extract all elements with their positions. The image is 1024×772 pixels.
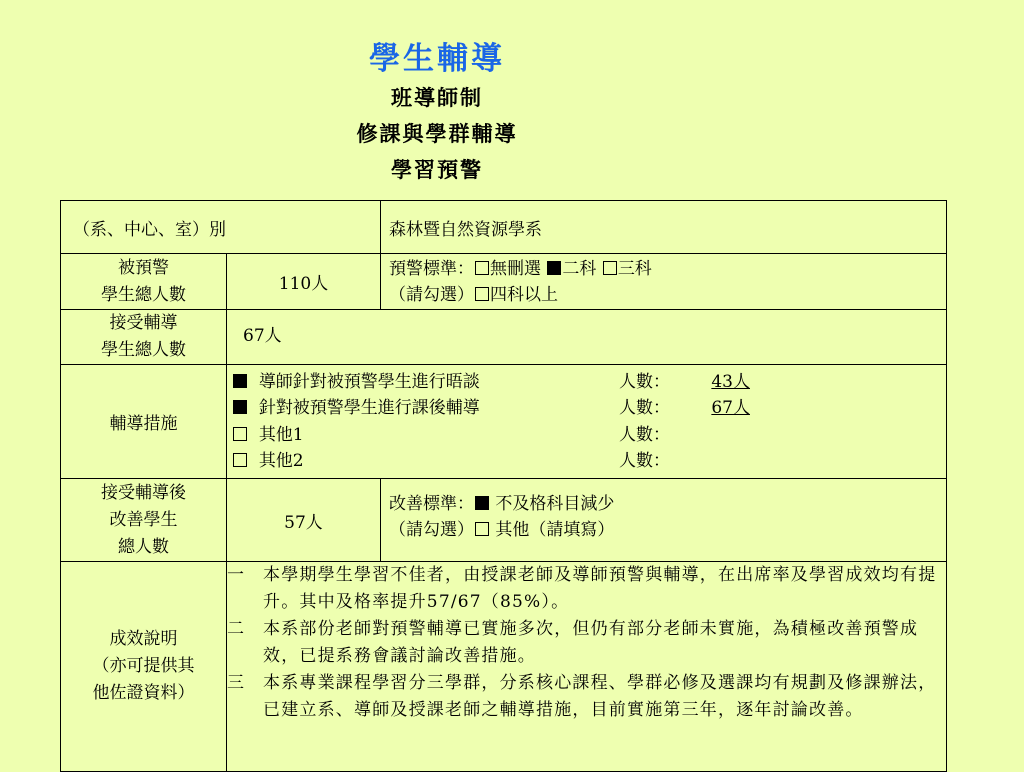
measure-count-label: 人數： <box>619 398 670 418</box>
dept-label-cell <box>61 201 381 254</box>
dept-label: （系、中心、室）別 <box>73 219 226 240</box>
measure-other1-text: 其他1 <box>258 424 304 445</box>
measure-row <box>227 395 946 422</box>
results-label-line3: 他佐證資料） <box>92 683 195 703</box>
warning-standard-cell <box>381 254 947 310</box>
result-index: 二 <box>227 619 244 639</box>
result-index: 一 <box>227 565 244 585</box>
measure-count-label: 人數： <box>619 451 670 471</box>
checkbox-four-plus[interactable] <box>475 287 489 301</box>
counseled-value: 67人 <box>243 325 282 346</box>
checkbox-measure-tutoring[interactable] <box>233 400 247 414</box>
table-row <box>61 201 947 254</box>
measure-count-label: 人數： <box>619 424 670 445</box>
result-text: 本系部份老師對預警輔導已實施多次，但仍有部分老師未實施，為積極改善預警成效，已提系務會議討論改善措施。 <box>263 619 919 666</box>
improvement-standard-prefix: 改善標準： <box>389 494 474 514</box>
counseled-label-cell <box>61 310 227 365</box>
result-item <box>227 670 946 724</box>
subtitle-course-group: 修課與學群輔導 <box>356 121 518 146</box>
title-block <box>0 38 874 188</box>
measures-label: 輔導措施 <box>109 414 178 434</box>
counseled-value-cell <box>227 310 947 365</box>
result-item <box>227 562 946 616</box>
checkbox-measure-other2[interactable] <box>233 453 247 467</box>
improved-value-cell <box>227 479 381 562</box>
warned-value-cell <box>227 254 381 310</box>
subtitle-homeroom: 班導師制 <box>391 85 483 110</box>
checkbox-other-improvement[interactable] <box>475 522 489 536</box>
checkbox-measure-interview[interactable] <box>233 374 247 388</box>
measure-row <box>227 422 946 449</box>
subtitle-warning: 學習預警 <box>391 157 483 182</box>
option-three-subjects: 三科 <box>617 258 652 279</box>
improved-value: 57人 <box>284 512 323 533</box>
option-fewer-failed: 不及格科目減少 <box>495 494 615 514</box>
checkbox-measure-other1[interactable] <box>233 427 247 441</box>
dept-value: 森林暨自然資源學系 <box>389 219 542 240</box>
measure-other2-text: 其他2 <box>258 451 304 471</box>
measures-cell <box>227 365 947 479</box>
measure-interview-count: 43人 <box>711 371 750 392</box>
counseled-label-line1: 接受輔導 <box>109 313 178 333</box>
warning-standard-line2 <box>389 282 946 308</box>
warned-label-line1: 被預警 <box>118 257 169 278</box>
checkbox-fewer-failed[interactable] <box>475 496 489 510</box>
improvement-standard-cell <box>381 479 947 562</box>
results-label-cell <box>61 562 227 772</box>
measure-tutoring-text: 針對被預警學生進行課後輔導 <box>258 398 480 418</box>
option-no-filter: 無刪選 <box>490 258 541 279</box>
warning-standard-note: （請勾選） <box>389 284 474 305</box>
warned-label-cell <box>61 254 227 310</box>
measure-count-label: 人數： <box>619 371 670 392</box>
warning-standard-line1 <box>389 256 946 282</box>
improved-label-line2: 改善學生 <box>109 509 178 530</box>
option-other-improvement: 其他（請填寫） <box>495 520 615 540</box>
counseling-table <box>60 200 947 772</box>
improvement-standard-note: （請勾選） <box>389 520 474 540</box>
measure-row <box>227 448 946 475</box>
improvement-standard-line1 <box>389 491 946 517</box>
checkbox-no-filter[interactable] <box>475 261 489 275</box>
page-title: 學生輔導 <box>369 41 505 77</box>
checkbox-three-subjects[interactable] <box>603 261 617 275</box>
measure-tutoring-count: 67人 <box>711 398 750 418</box>
results-label-line1: 成效說明 <box>109 629 178 649</box>
dept-value-cell <box>381 201 947 254</box>
improved-label-cell <box>61 479 227 562</box>
improvement-standard-line2 <box>389 517 946 543</box>
result-item <box>227 616 946 670</box>
improved-label-line3: 總人數 <box>118 536 169 557</box>
results-cell <box>227 562 947 772</box>
option-two-subjects: 二科 <box>562 258 597 279</box>
measure-interview-text: 導師針對被預警學生進行晤談 <box>258 371 480 392</box>
table-row <box>61 479 947 562</box>
warned-value: 110人 <box>278 274 329 294</box>
warning-standard-prefix: 預警標準： <box>389 258 474 279</box>
table-row <box>61 254 947 310</box>
result-text: 本系專業課程學習分三學群，分系核心課程、學群必修及選課均有規劃及修課辦法，已建立系、導師及授課老師之輔導措施，目前實施第三年，逐年討論改善。 <box>263 673 937 720</box>
result-index: 三 <box>227 673 244 693</box>
table-row <box>61 310 947 365</box>
warned-label-line2: 學生總人數 <box>101 284 186 305</box>
table-row <box>61 365 947 479</box>
table-row <box>61 562 947 772</box>
improved-label-line1: 接受輔導後 <box>101 482 186 503</box>
measures-label-cell <box>61 365 227 479</box>
checkbox-two-subjects[interactable] <box>547 261 561 275</box>
measure-row <box>227 369 946 396</box>
option-four-plus: 四科以上 <box>490 284 558 305</box>
counseled-label-line2: 學生總人數 <box>101 340 186 360</box>
results-label-line2: （亦可提供其 <box>92 656 195 676</box>
result-text: 本學期學生學習不佳者，由授課老師及導師預警與輔導，在出席率及學習成效均有提升。其中及格率提升57/67（85%）。 <box>263 565 937 612</box>
